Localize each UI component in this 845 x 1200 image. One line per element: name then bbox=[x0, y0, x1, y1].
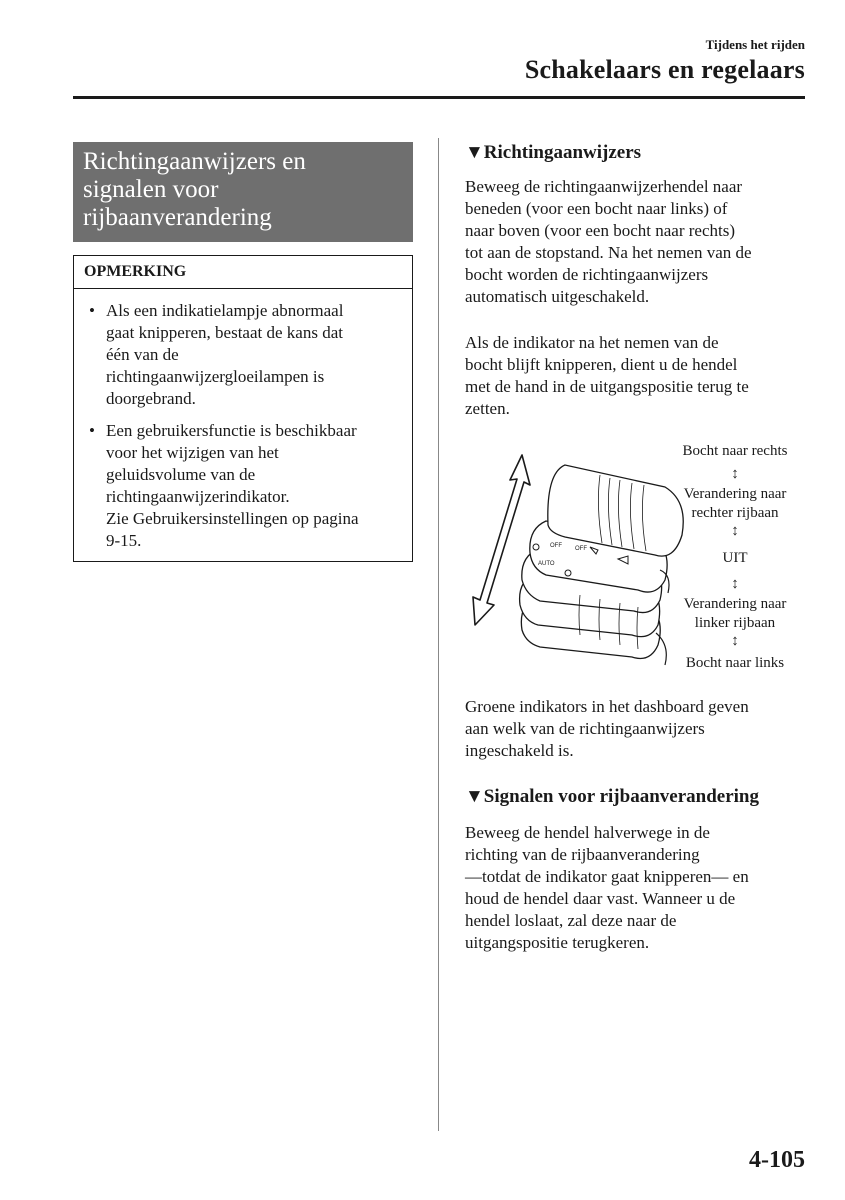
note-item bbox=[89, 300, 404, 410]
text-line: bocht worden de richtingaanwijzers bbox=[465, 265, 709, 284]
header-rule bbox=[73, 96, 805, 99]
text-line: richting van de rijbaanverandering bbox=[465, 845, 700, 864]
lever-marking-auto: AUTO bbox=[538, 561, 555, 567]
text-line: —totdat de indikator gaat knipperen— en bbox=[465, 867, 749, 886]
note-heading: OPMERKING bbox=[74, 256, 412, 289]
note-line: Zie Gebruikersinstellingen op pagina bbox=[106, 509, 359, 528]
note-line: voor het wijzigen van het bbox=[106, 443, 279, 462]
text-line: naar boven (voor een bocht naar rechts) bbox=[465, 221, 735, 240]
label-line: Verandering naar bbox=[683, 486, 787, 502]
note-line: richtingaanwijzergloeilampen is bbox=[106, 367, 325, 386]
double-arrow-small-icon: ↕ bbox=[731, 633, 739, 649]
bullet-icon: • bbox=[89, 301, 95, 320]
double-arrow-small-icon: ↕ bbox=[731, 466, 739, 482]
text-line: bocht blijft knipperen, dient u de hendel bbox=[465, 355, 738, 374]
lane-change-paragraph bbox=[465, 822, 810, 954]
text-line: aan welk van de richtingaanwijzers bbox=[465, 719, 705, 738]
text-line: beneden (voor een bocht naar links) of bbox=[465, 199, 728, 218]
text-line: automatisch uitgeschakeld. bbox=[465, 287, 650, 306]
running-header-title: Schakelaars en regelaars bbox=[524, 55, 805, 84]
text-line: uitgangspositie terugkeren. bbox=[465, 933, 650, 952]
note-line: gaat knipperen, bestaat de kans dat bbox=[106, 323, 343, 342]
double-arrow-small-icon: ↕ bbox=[731, 523, 739, 539]
double-arrow-small-icon: ↕ bbox=[731, 576, 739, 592]
text-line: ingeschakeld is. bbox=[465, 741, 574, 760]
note-list bbox=[74, 289, 412, 552]
label-line: linker rijbaan bbox=[694, 615, 776, 631]
label-right-turn: Bocht naar rechts bbox=[682, 443, 788, 459]
lane-change-heading: ▼Signalen voor rijbaanverandering bbox=[465, 786, 759, 807]
turn-signal-lever-figure bbox=[460, 435, 810, 675]
text-line: met de hand in de uitgangspositie terug te bbox=[465, 377, 749, 396]
section-title-line: rijbaanverandering bbox=[83, 204, 272, 231]
text-line: tot aan de stopstand. Na het nemen van de bbox=[465, 243, 752, 262]
lever-marking-off: OFF bbox=[550, 543, 562, 549]
label-left-lane-change bbox=[660, 595, 810, 633]
running-header-subtitle: Tijdens het rijden bbox=[705, 37, 805, 52]
section-title-line: Richtingaanwijzers en bbox=[83, 148, 306, 175]
text-line: Beweeg de richtingaanwijzerhendel naar bbox=[465, 177, 743, 196]
note-line: richtingaanwijzerindikator. bbox=[106, 487, 290, 506]
turn-signals-paragraph-1 bbox=[465, 176, 810, 308]
column-separator bbox=[438, 138, 439, 1131]
turn-signals-paragraph-3 bbox=[465, 696, 810, 762]
note-line: één van de bbox=[106, 345, 179, 364]
label-line: rechter rijbaan bbox=[691, 505, 779, 521]
label-left-turn: Bocht naar links bbox=[685, 655, 785, 671]
page-number: 4-105 bbox=[749, 1147, 805, 1173]
note-item bbox=[89, 420, 404, 552]
text-line: zetten. bbox=[465, 399, 510, 418]
note-line: Een gebruikersfunctie is beschikbaar bbox=[106, 421, 357, 440]
section-title-box bbox=[73, 142, 413, 242]
note-box bbox=[73, 255, 413, 562]
label-line: Verandering naar bbox=[683, 596, 787, 612]
lever-marking-off: OFF bbox=[575, 546, 587, 552]
note-line: 9-15. bbox=[106, 531, 142, 550]
section-title-line: signalen voor bbox=[83, 176, 219, 203]
text-line: Beweeg de hendel halverwege in de bbox=[465, 823, 710, 842]
note-line: geluidsvolume van de bbox=[106, 465, 256, 484]
note-line: Als een indikatielampje abnormaal bbox=[106, 301, 344, 320]
text-line: Groene indikators in het dashboard geven bbox=[465, 697, 749, 716]
label-off: UIT bbox=[722, 550, 748, 566]
bullet-icon: • bbox=[89, 421, 95, 440]
turn-signals-paragraph-2 bbox=[465, 332, 810, 420]
note-line: doorgebrand. bbox=[106, 389, 196, 408]
text-line: Als de indikator na het nemen van de bbox=[465, 333, 719, 352]
turn-signals-heading: ▼Richtingaanwijzers bbox=[465, 142, 642, 163]
text-line: houd de hendel daar vast. Wanneer u de bbox=[465, 889, 736, 908]
text-line: hendel loslaat, zal deze naar de bbox=[465, 911, 677, 930]
label-right-lane-change bbox=[660, 485, 810, 523]
